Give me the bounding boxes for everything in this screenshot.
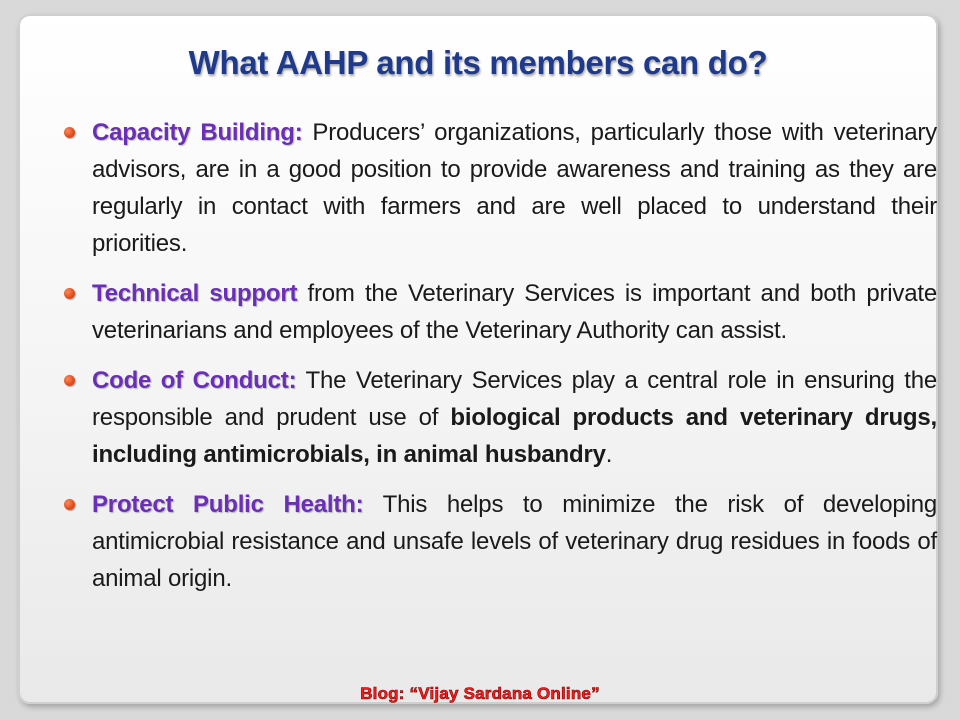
bullet-dot-icon <box>64 288 75 299</box>
bullet-text: Producers’ organizations, particularly those with veterinary advisors, are in a good position to provide awareness and training as they are regularly in contact with farmers and are well placed to understand their priorities. <box>92 119 937 257</box>
bullet-dot-icon <box>64 375 75 386</box>
blog-footer: Blog: “Vijay Sardana Online” <box>360 684 600 703</box>
bullet-term: Protect Public Health: <box>92 491 364 518</box>
slide-title: What AAHP and its members can do? <box>188 44 768 81</box>
bullet-term: Technical support <box>92 280 298 307</box>
bullet-text: from the Veterinary Services is important and both private veterinarians and employees of the Veterinary Authority can assist. <box>92 280 937 344</box>
bullet-dot-icon <box>64 127 75 138</box>
bullet-capacity-building <box>62 114 937 262</box>
bullet-protect-public-health <box>62 486 937 597</box>
bullet-tail: . <box>605 441 613 468</box>
bullet-bold-text: biological products and veterinary drugs, including antimicrobials, in animal husbandry <box>92 404 937 468</box>
bullet-dot-icon <box>64 499 75 510</box>
bullet-text: This helps to minimize the risk of developing antimicrobial resistance and unsafe levels of veterinary drug residues in foods of animal origin. <box>92 491 937 592</box>
bullet-list <box>62 114 937 610</box>
bullet-text: The Veterinary Services play a central role in ensuring the responsible and prudent use of <box>92 367 937 431</box>
bullet-term: Code of Conduct: <box>92 367 297 394</box>
slide <box>18 14 938 704</box>
bullet-term: Capacity Building: <box>92 119 303 146</box>
bullet-code-of-conduct <box>62 362 937 473</box>
bullet-technical-support <box>62 275 937 349</box>
